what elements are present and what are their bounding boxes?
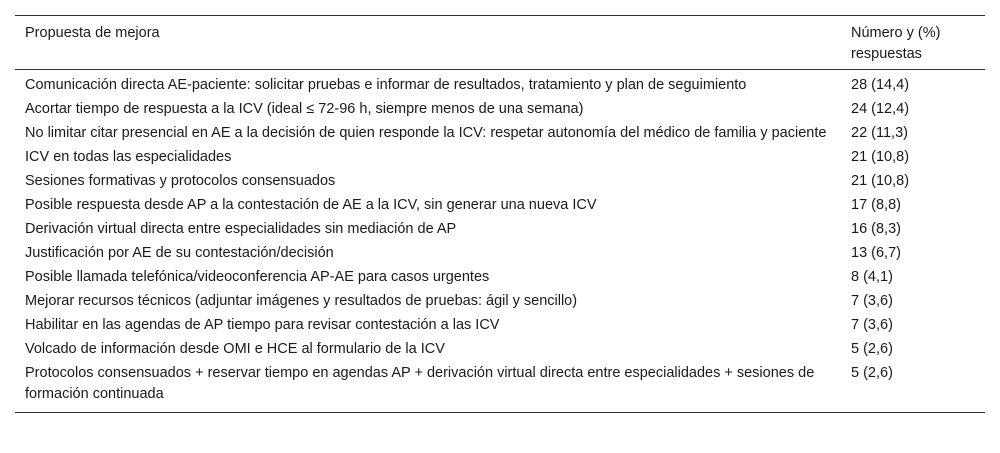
header-count: Número y (%) respuestas <box>851 25 941 62</box>
count-cell: 8 (4,1) <box>851 269 893 285</box>
header-proposal: Propuesta de mejora <box>25 25 160 41</box>
count-cell: 13 (6,7) <box>851 245 901 261</box>
count-cell: 5 (2,6) <box>851 341 893 357</box>
table-row <box>15 97 985 121</box>
proposal-cell: Habilitar en las agendas de AP tiempo para revisar contestación a las ICV <box>25 317 500 333</box>
count-cell: 21 (10,8) <box>851 173 910 189</box>
table-row <box>15 217 985 241</box>
table-row <box>15 265 985 289</box>
count-cell: 28 (14,4) <box>851 77 910 93</box>
table-row <box>15 289 985 313</box>
table-row <box>15 169 985 193</box>
proposal-cell: Acortar tiempo de respuesta a la ICV (ideal ≤ 72-96 h, siempre menos de una semana) <box>25 101 584 117</box>
proposals-table <box>15 15 985 413</box>
proposal-cell: Sesiones formativas y protocolos consensuados <box>25 173 336 189</box>
table-row <box>15 361 985 413</box>
count-cell: 17 (8,8) <box>851 197 901 213</box>
table-row <box>15 193 985 217</box>
table-row <box>15 121 985 145</box>
count-cell: 7 (3,6) <box>851 317 893 333</box>
header-row <box>15 16 985 70</box>
proposal-cell: Protocolos consensuados + reservar tiempo en agendas AP + derivación virtual directa entre especialidades + sesiones de formación continuada <box>25 365 815 402</box>
proposal-cell: Mejorar recursos técnicos (adjuntar imágenes y resultados de pruebas: ágil y sencillo) <box>25 293 578 309</box>
proposal-cell: Volcado de información desde OMI e HCE al formulario de la ICV <box>25 341 445 357</box>
count-cell: 16 (8,3) <box>851 221 901 237</box>
table-header <box>15 16 985 70</box>
count-cell: 24 (12,4) <box>851 101 910 117</box>
count-cell: 21 (10,8) <box>851 149 910 165</box>
proposal-cell: Posible llamada telefónica/videoconferencia AP-AE para casos urgentes <box>25 269 490 285</box>
proposal-cell: ICV en todas las especialidades <box>25 149 232 165</box>
table-body <box>15 70 985 413</box>
proposal-cell: Justificación por AE de su contestación/decisión <box>25 245 334 261</box>
proposal-cell: Posible respuesta desde AP a la contestación de AE a la ICV, sin generar una nueva ICV <box>25 197 597 213</box>
proposal-cell: No limitar citar presencial en AE a la decisión de quien responde la ICV: respetar autonomía del médico de familia y paciente <box>25 125 827 141</box>
count-cell: 7 (3,6) <box>851 293 893 309</box>
table-row <box>15 145 985 169</box>
count-cell: 22 (11,3) <box>851 125 908 141</box>
table-row <box>15 337 985 361</box>
proposal-cell: Derivación virtual directa entre especialidades sin mediación de AP <box>25 221 457 237</box>
table-row <box>15 313 985 337</box>
proposal-cell: Comunicación directa AE-paciente: solicitar pruebas e informar de resultados, tratamiento y plan de seguimiento <box>25 77 747 93</box>
table-row <box>15 241 985 265</box>
count-cell: 5 (2,6) <box>851 365 893 381</box>
table-row <box>15 70 985 98</box>
